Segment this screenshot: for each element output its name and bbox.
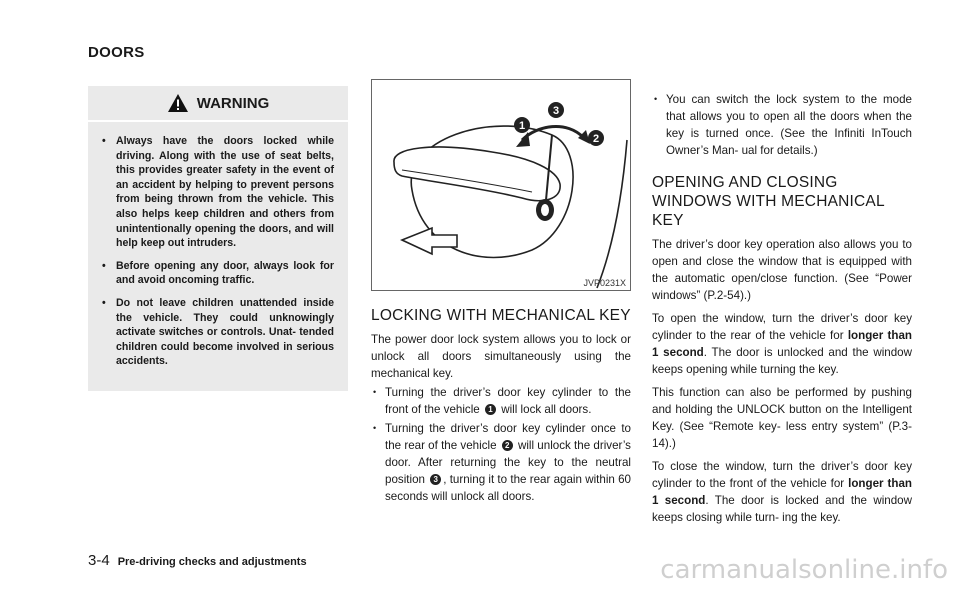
windows-para-1: The driver’s door key operation also allows you to open and close the window that is equipped with the automatic open/close function. (See “Power windows” (P.2-54).) [652,238,912,302]
windows-para-4-text: To close the window, turn the driver’s door key cylinder to the front of the vehicle for [652,460,912,490]
callout-2-icon [588,130,604,146]
warning-header [88,86,348,122]
callout-1-label: 1 [518,120,526,132]
locking-item-2-text: Turning the driver’s door key cylinder once to the rear of the vehicle [385,422,631,452]
locking-heading: LOCKING WITH MECHANICAL KEY [371,307,631,324]
callout-1-icon [514,117,530,133]
warning-list [102,134,334,369]
callout-3-icon [548,102,564,118]
callout-3-icon: 3 [430,474,441,485]
warning-item: • Do not leave children unattended inside the vehicle. They could unknowingly activate switches or controls. Unat- tended children could become involved in serious accidents. [102,296,334,369]
warning-item: • Always have the doors locked while driving. Along with the use of seat belts, this provides greater safety in the event of an accident by helping to prevent persons from being thrown from the vehicle. This also helps keep children and others from unintentionally opening the doors, and will help keep out intruders. [102,134,334,251]
windows-section [652,89,912,526]
callout-3-label: 3 [552,105,560,117]
switch-mode-item: • You can switch the lock system to the mode that allows you to open all the doors when the key is turned once. (See the Infiniti InTouch Owner’s Man- ual for details.) [652,91,912,159]
locking-item-2-tail: , turning it to the rear again within 60 seconds will unlock all doors. [385,473,631,503]
locking-intro: The power door lock system allows you to lock or unlock all doors simultaneously using the mechanical key. [371,333,631,380]
callout-1-icon: 1 [485,404,496,415]
windows-para-2-text: To open the window, turn the driver’s door key cylinder to the rear of the vehicle for [652,312,912,342]
door-handle-illustration [372,80,630,290]
figure-code: JVP0231X [583,278,626,288]
windows-para-3: This function can also be performed by pushing and holding the UNLOCK button on the Intelligent Key. (See “Remote key- less entry system” (P.3-14).) [652,386,912,450]
watermark: carmanualsonline.info [660,555,948,585]
page-footer [88,552,307,569]
callout-2-icon: 2 [502,440,513,451]
warning-box [88,86,348,391]
locking-item-1-text: Turning the driver’s door key cylinder to the front of the vehicle [385,386,631,416]
callout-2-label: 2 [592,133,600,145]
switch-mode-list [652,91,912,159]
windows-heading: OPENING AND CLOSING WINDOWS WITH MECHANICAL KEY [652,174,885,229]
windows-para-4 [652,458,912,526]
windows-para-4-tail: . The door is locked and the window keeps closing while turn- ing the key. [652,494,912,524]
locking-item-1-tail: will lock all doors. [501,403,592,416]
footer-title: Pre-driving checks and adjustments [117,556,307,568]
page-number: 3-4 [88,552,110,569]
locking-section [371,306,631,507]
locking-item-2-mid: will unlock the driver’s door. After returning the key to the neutral position [385,439,631,486]
warning-heading: WARNING [196,94,270,112]
windows-para-2-bold: longer than 1 second [652,329,912,359]
warning-item: • Before opening any door, always look for and avoid oncoming traffic. [102,259,334,288]
windows-para-2 [652,310,912,378]
section-title: DOORS [88,44,145,61]
warning-icon [167,93,189,113]
windows-para-2-tail: . The door is unlocked and the window keeps opening while turning the key. [652,346,912,376]
locking-item-2 [371,420,631,505]
door-handle-figure [371,79,631,291]
locking-list [371,384,631,505]
windows-para-4-bold: longer than 1 second [652,477,912,507]
locking-item-1 [371,384,631,418]
